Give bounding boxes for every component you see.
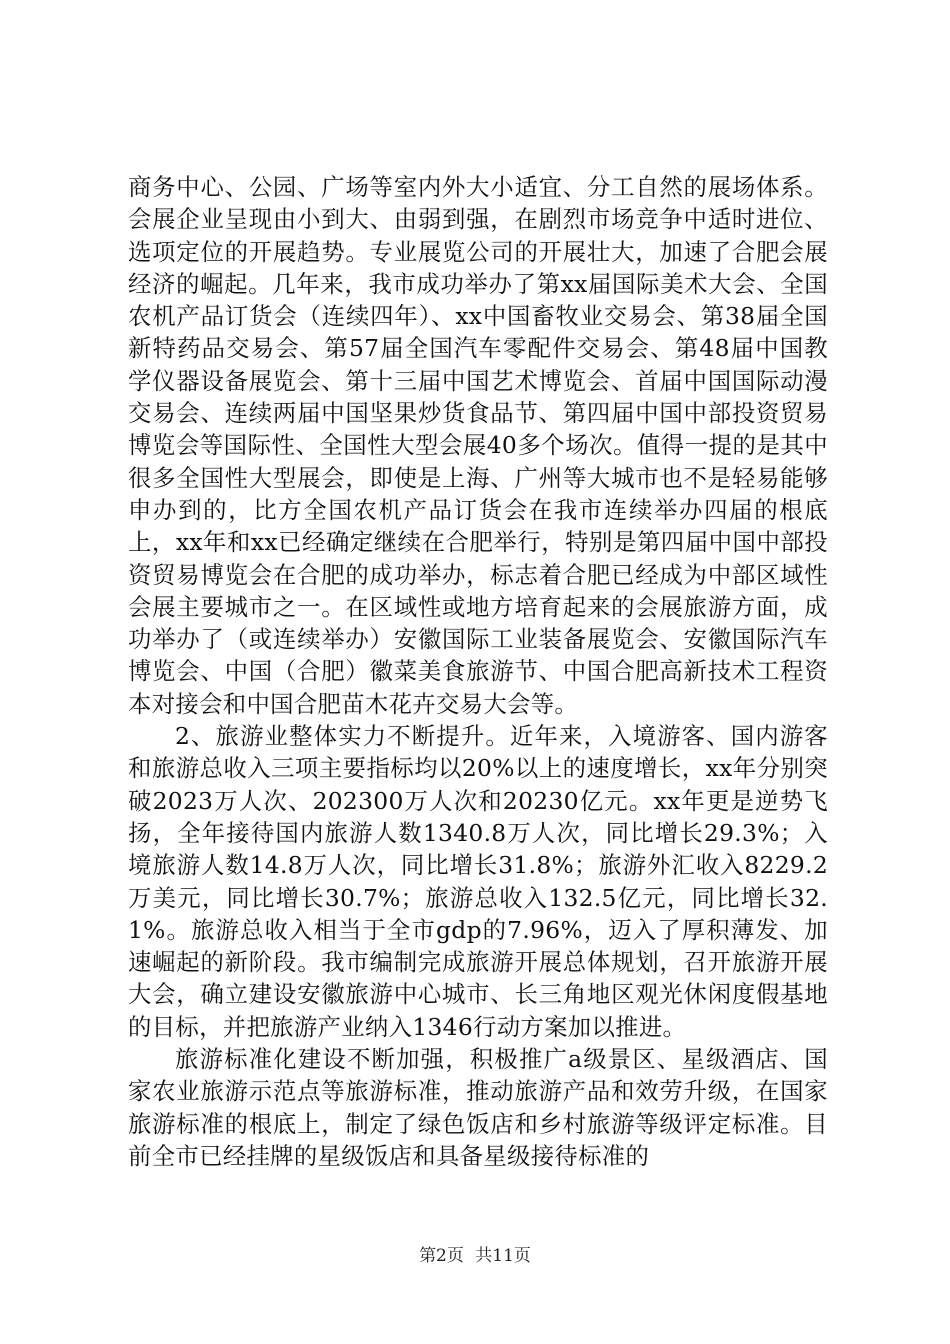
paragraph-tourism-strength: 2、旅游业整体实力不断提升。近年来，入境游客、国内游客和旅游总收入三项主要指标均以20%以上的速度增长，xx年分别突破2023万人次、202300万人次和20230亿元。xx年更是逆势飞扬，全年接待国内旅游人数1340.8万人次，同比增长29.3%；入境旅游人数14.8万人次，同比增长31.8%；旅游外汇收入8229.2万美元，同比增长30.7%；旅游总收入132.5亿元，同比增长32.1%。旅游总收入相当于全市gdp的7.96%，迈入了厚积薄发、加速崛起的新阶段。我市编制完成旅游开展总体规划，召开旅游开展大会，确立建设安徽旅游中心城市、长三角地区观光休闲度假基地的目标，并把旅游产业纳入1346行动方案加以推进。	[128, 722, 828, 1041]
document-body	[128, 171, 828, 1172]
page-total: 共11页	[475, 1246, 531, 1266]
page-footer	[0, 1245, 950, 1267]
page-number: 第2页	[419, 1246, 464, 1266]
paragraph-tourism-standards: 旅游标准化建设不断加强，积极推广a级景区、星级酒店、国家农业旅游示范点等旅游标准，推动旅游产品和效劳升级，在国家旅游标准的根底上，制定了绿色饭店和乡村旅游等级评定标准。目前全市已经挂牌的星级饭店和具备星级接待标准的	[128, 1045, 828, 1170]
paragraph-exhibition-overview: 商务中心、公园、广场等室内外大小适宜、分工自然的展场体系。会展企业呈现由小到大、由弱到强，在剧烈市场竞争中适时进位、选项定位的开展趋势。专业展览公司的开展壮大，加速了合肥会展经济的崛起。几年来，我市成功举办了第xx届国际美术大会、全国农机产品订货会（连续四年）、xx中国畜牧业交易会、第38届全国新特药品交易会、第57届全国汽车零配件交易会、第48届中国教学仪器设备展览会、第十三届中国艺术博览会、首届中国国际动漫交易会、连续两届中国坚果炒货食品节、第四届中国中部投资贸易博览会等国际性、全国性大型会展40多个场次。值得一提的是其中很多全国性大型展会，即使是上海、广州等大城市也不是轻易能够申办到的，比方全国农机产品订货会在我市连续举办四届的根底上，xx年和xx已经确定继续在合肥举行，特别是第四届中国中部投资贸易博览会在合肥的成功举办，标志着合肥已经成为中部区域性会展主要城市之一。在区域性或地方培育起来的会展旅游方面，成功举办了（或连续举办）安徽国际工业装备展览会、安徽国际汽车博览会、中国（合肥）徽菜美食旅游节、中国合肥高新技术工程资本对接会和中国合肥苗木花卉交易大会等。	[128, 173, 828, 718]
